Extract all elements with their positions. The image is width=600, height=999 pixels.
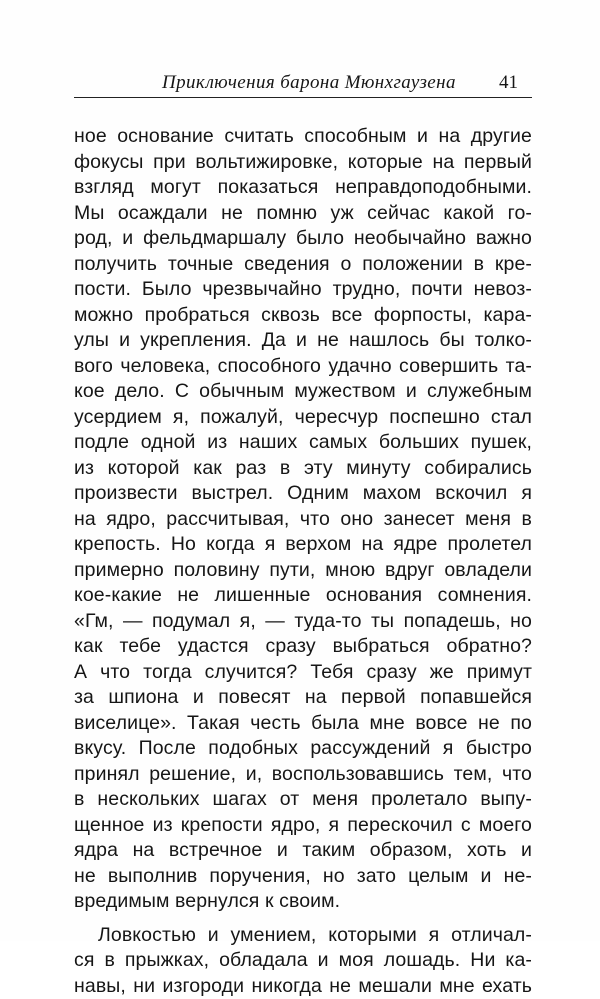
text-line: подле одной из наших самых больших пушек, [74,430,532,456]
text-line: усердием я, пожалуй, чересчур поспешно стал [74,405,532,431]
text-line: крепость. Но когда я верхом на ядре пролетел [74,532,532,558]
text-line: можно пробраться сквозь все форпосты, кара- [74,303,532,329]
text-line: за шпиона и повесят на первой попавшейся [74,685,532,711]
text-line: кое-какие не лишенные основания сомнения. [74,583,532,609]
text-line: А что тогда случится? Тебя сразу же примут [74,660,532,686]
text-line: из которой как раз в эту минуту собирались [74,456,532,482]
text-line: ся в прыжках, обладала и моя лошадь. Ни ка- [74,948,532,974]
text-line: на ядро, рассчитывая, что оно занесет меня в [74,507,532,533]
text-line: Мы осаждали не помню уж сейчас какой го- [74,201,532,227]
text-line: принял решение, и, воспользовавшись тем, что [74,762,532,788]
text-line: не выполнив поручения, но зато целым и не- [74,864,532,890]
text-line: вредимым вернулся к своим. [74,889,532,915]
text-line: взгляд могут показаться неправдоподобными. [74,175,532,201]
text-line: произвести выстрел. Одним махом вскочил я [74,481,532,507]
running-title: Приключения барона Мюнхгаузена [162,72,456,94]
header-rule [74,97,532,98]
text-line: получить точные сведения о положении в кре- [74,252,532,278]
text-line: фокусы при вольтижировке, которые на первый [74,150,532,176]
text-line: ядра на встречное и таким образом, хоть и [74,838,532,864]
paragraph [74,923,532,999]
text-line: улы и укрепления. Да и не нашлось бы толко- [74,328,532,354]
text-line: вкусу. После подобных рассуждений я быстро [74,736,532,762]
text-line: щенное из крепости ядро, я перескочил с моего [74,813,532,839]
text-line: пости. Было чрезвычайно трудно, почти невоз- [74,277,532,303]
paragraph [74,124,532,915]
text-line: Ловкостью и умением, которыми я отличал- [74,923,532,949]
text-line: виселице». Такая честь была мне вовсе не по [74,711,532,737]
text-line: навы, ни изгороди никогда не мешали мне ехать [74,974,532,999]
text-line: в нескольких шагах от меня пролетало выпу- [74,787,532,813]
text-line: как тебе удастся сразу выбраться обратно? [74,634,532,660]
page-number: 41 [499,72,518,94]
text-line: примерно половину пути, мною вдруг овладели [74,558,532,584]
text-line: кое дело. С обычным мужеством и служебным [74,379,532,405]
body-text [74,124,532,999]
paragraph-gap [74,915,532,923]
text-line: ное основание считать способным и на другие [74,124,532,150]
text-line: вого человека, способного удачно совершить та- [74,354,532,380]
text-line: «Гм, — подумал я, — туда-то ты попадешь, но [74,609,532,635]
running-header [74,72,532,96]
text-line: род, и фельдмаршалу было необычайно важно [74,226,532,252]
